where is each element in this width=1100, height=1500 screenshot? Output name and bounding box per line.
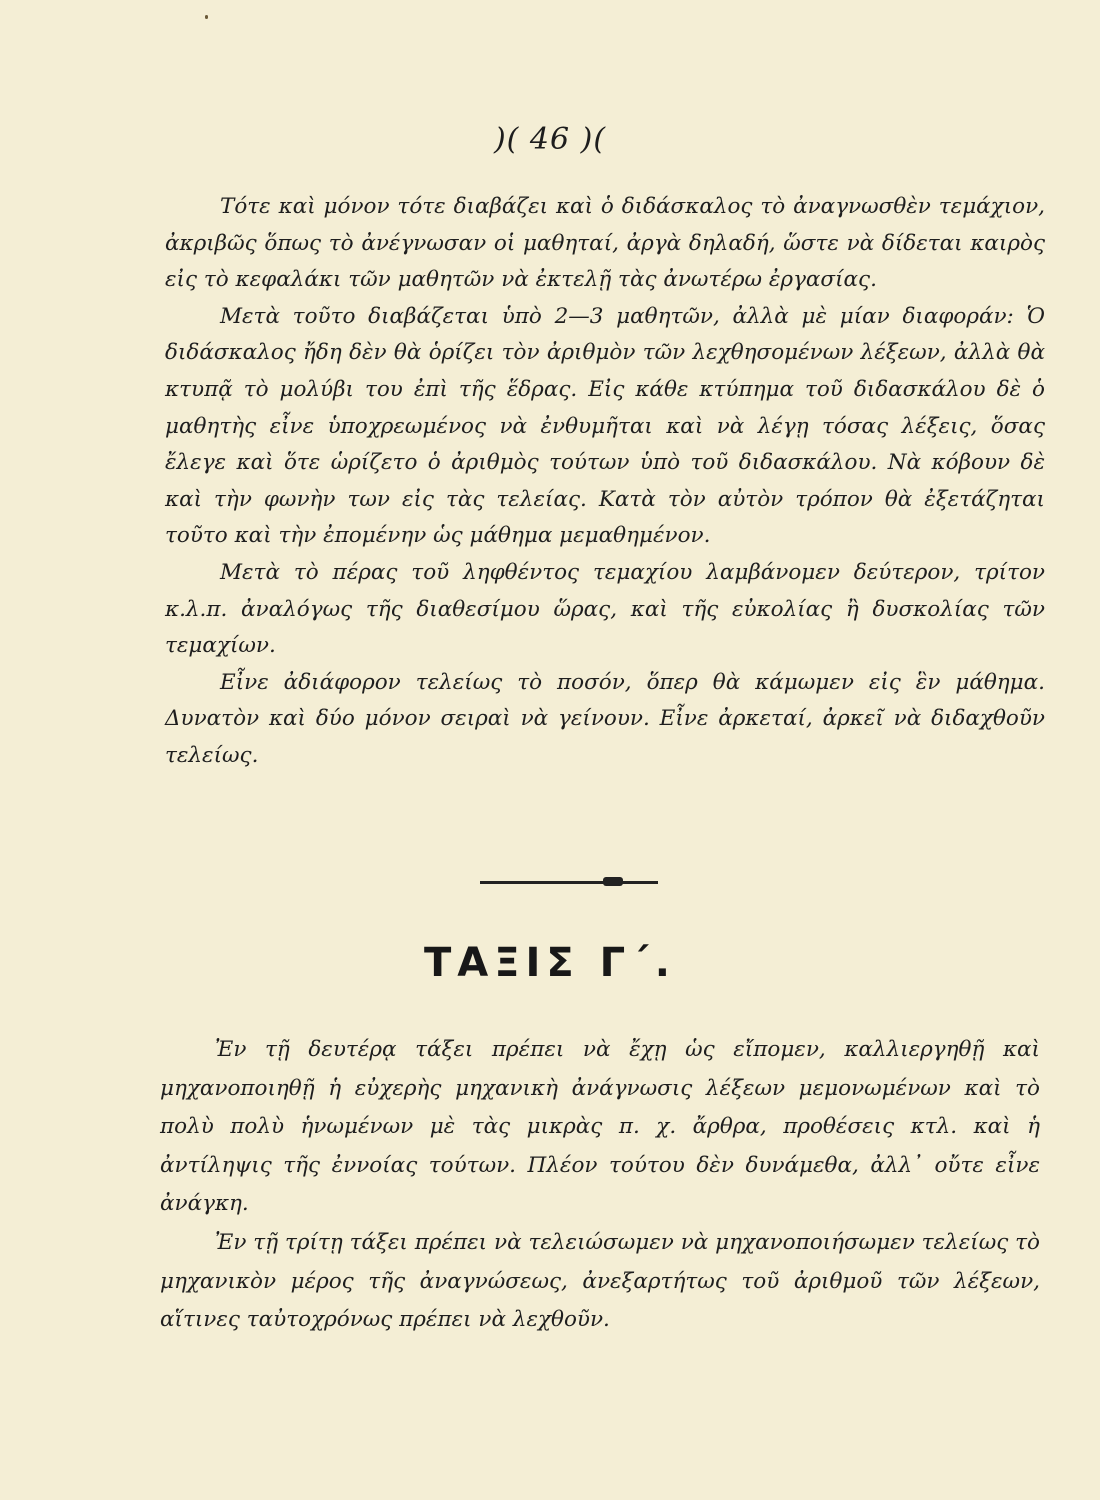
body-text-upper: [165, 189, 1045, 775]
section-heading: ΤΑΞΙΣ Γ΄.: [424, 940, 676, 986]
paragraph: Μετὰ τὸ πέρας τοῦ ληφθέντος τεμαχίου λαμβάνομεν δεύτερον, τρίτον κ.λ.π. ἀναλόγως τῆς διαθεσίμου ὥρας, καὶ τῆς εὐκολίας ἢ δυσκολίας τῶν τεμαχίων.: [165, 559, 1045, 659]
paragraph: Εἶνε ἀδιάφορον τελείως τὸ ποσόν, ὅπερ θὰ κάμωμεν εἰς ἓν μάθημα. Δυνατὸν καὶ δύο μόνον σειραὶ νὰ γείνουν. Εἶνε ἀρκεταί, ἀρκεῖ νὰ διδαχθοῦν τελείως.: [165, 669, 1045, 768]
paragraph: Τότε καὶ μόνον τότε διαβάζει καὶ ὁ διδάσκαλος τὸ ἀναγνωσθὲν τεμάχιον, ἀκριβῶς ὅπως τὸ ἀνέγνωσαν οἱ μαθηταί, ἀργὰ δηλαδή, ὥστε νὰ δίδεται καιρὸς εἰς τὸ κεφαλάκι τῶν μαθητῶν νὰ ἐκτελῇ τὰς ἀνωτέρω ἐργασίας.: [165, 194, 1045, 293]
paragraph: Μετὰ τοῦτο διαβάζεται ὑπὸ 2—3 μαθητῶν, ἀλλὰ μὲ μίαν διαφοράν: Ὁ διδάσκαλος ἤδη δὲν θὰ ὁρίζει τὸν ἀριθμὸν τῶν λεχθησομένων λέξεων, ἀλλὰ θὰ κτυπᾷ τὸ μολύβι του ἐπὶ τῆς ἕδρας. Εἰς κάθε κτύπημα τοῦ διδασκάλου δὲ ὁ μαθητὴς εἶνε ὑποχρεωμένος νὰ ἐνθυμῆται καὶ νὰ λέγῃ τόσας λέξεις, ὅσας ἔλεγε καὶ ὅτε ὡρίζετο ὁ ἀριθμὸς τούτων ὑπὸ τοῦ διδασκάλου. Νὰ κόβουν δὲ καὶ τὴν φωνὴν των εἰς τὰς τελείας. Κατὰ τὸν αὐτὸν τρόπον θὰ ἐξετάζηται τοῦτο καὶ τὴν ἐπομένην ὡς μάθημα μεμαθημένον.: [165, 303, 1045, 549]
ink-speck: [205, 15, 208, 19]
section-divider: [480, 881, 658, 884]
paragraph: Ἐν τῇ δευτέρᾳ τάξει πρέπει νὰ ἔχῃ ὡς εἴπομεν, καλλιεργηθῇ καὶ μηχανοποιηθῇ ἡ εὐχερὴς μηχανικὴ ἀνάγνωσις λέξεων μεμονωμένων καὶ τὸ πολὺ πολὺ ἡνωμένων μὲ τὰς μικρὰς π. χ. ἄρθρα, προθέσεις κτλ. καὶ ἡ ἀντίληψις τῆς ἐννοίας τούτων. Πλέον τούτου δὲν δυνάμεθα, ἀλλ᾽ οὔτε εἶνε ἀνάγκη.: [160, 1037, 1040, 1217]
body-text-lower: [160, 1031, 1040, 1340]
page-number: )( 46 )(: [493, 122, 607, 157]
paragraph: Ἐν τῇ τρίτῃ τάξει πρέπει νὰ τελειώσωμεν νὰ μηχανοποιήσωμεν τελείως τὸ μηχανικὸν μέρος τῆς ἀναγνώσεως, ἀνεξαρτήτως τοῦ ἀριθμοῦ τῶν λέξεων, αἵτινες ταὐτοχρόνως πρέπει νὰ λεχθοῦν.: [160, 1229, 1040, 1333]
section-divider-ornament: [603, 877, 623, 886]
